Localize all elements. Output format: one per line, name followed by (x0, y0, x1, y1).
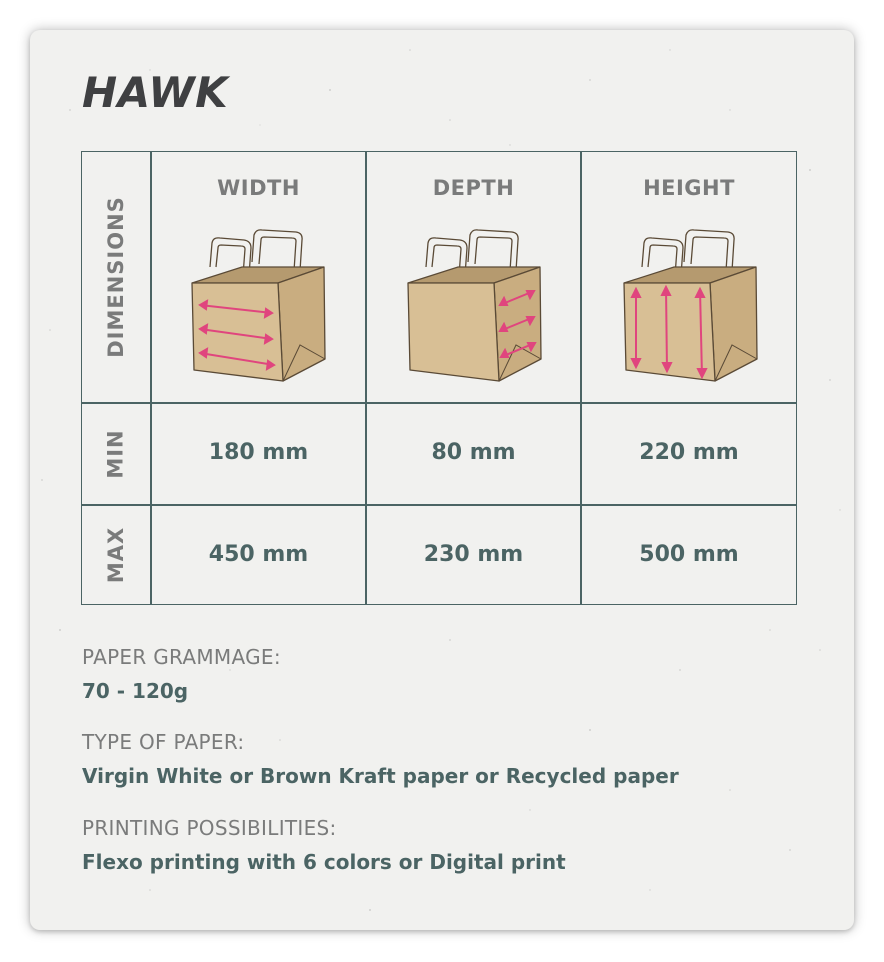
bag-depth-icon (398, 227, 558, 387)
product-spec-card (30, 30, 854, 930)
table-divider (150, 152, 152, 604)
row-label-dimensions: DIMENSIONS (104, 196, 128, 358)
height-min-value: 220 mm (639, 440, 739, 465)
depth-min-value: 80 mm (431, 440, 516, 465)
row-label-min: MIN (103, 429, 128, 479)
bag-width-icon (182, 227, 342, 387)
column-header-depth: DEPTH (432, 176, 515, 200)
column-header-width: WIDTH (217, 176, 300, 200)
table-divider (82, 504, 796, 506)
dimensions-table (81, 151, 797, 605)
width-min-value: 180 mm (208, 440, 309, 465)
table-divider (82, 402, 796, 404)
column-header-height: HEIGHT (643, 176, 735, 200)
bag-height-icon (614, 227, 774, 387)
width-max-value: 450 mm (208, 542, 309, 567)
table-divider (365, 152, 367, 604)
paper-grammage-label: PAPER GRAMMAGE: (82, 645, 281, 669)
printing-possibilities-label: PRINTING POSSIBILITIES: (82, 816, 337, 840)
paper-grammage-value: 70 - 120g (82, 679, 189, 703)
printing-possibilities-value: Flexo printing with 6 colors or Digital print (82, 850, 566, 874)
depth-max-value: 230 mm (423, 542, 524, 567)
paper-type-value: Virgin White or Brown Kraft paper or Recycled paper (82, 764, 679, 788)
paper-type-label: TYPE OF PAPER: (82, 730, 245, 754)
height-max-value: 500 mm (639, 542, 739, 567)
table-divider (580, 152, 582, 604)
row-label-max: MAX (104, 526, 128, 584)
product-title: HAWK (82, 68, 229, 117)
